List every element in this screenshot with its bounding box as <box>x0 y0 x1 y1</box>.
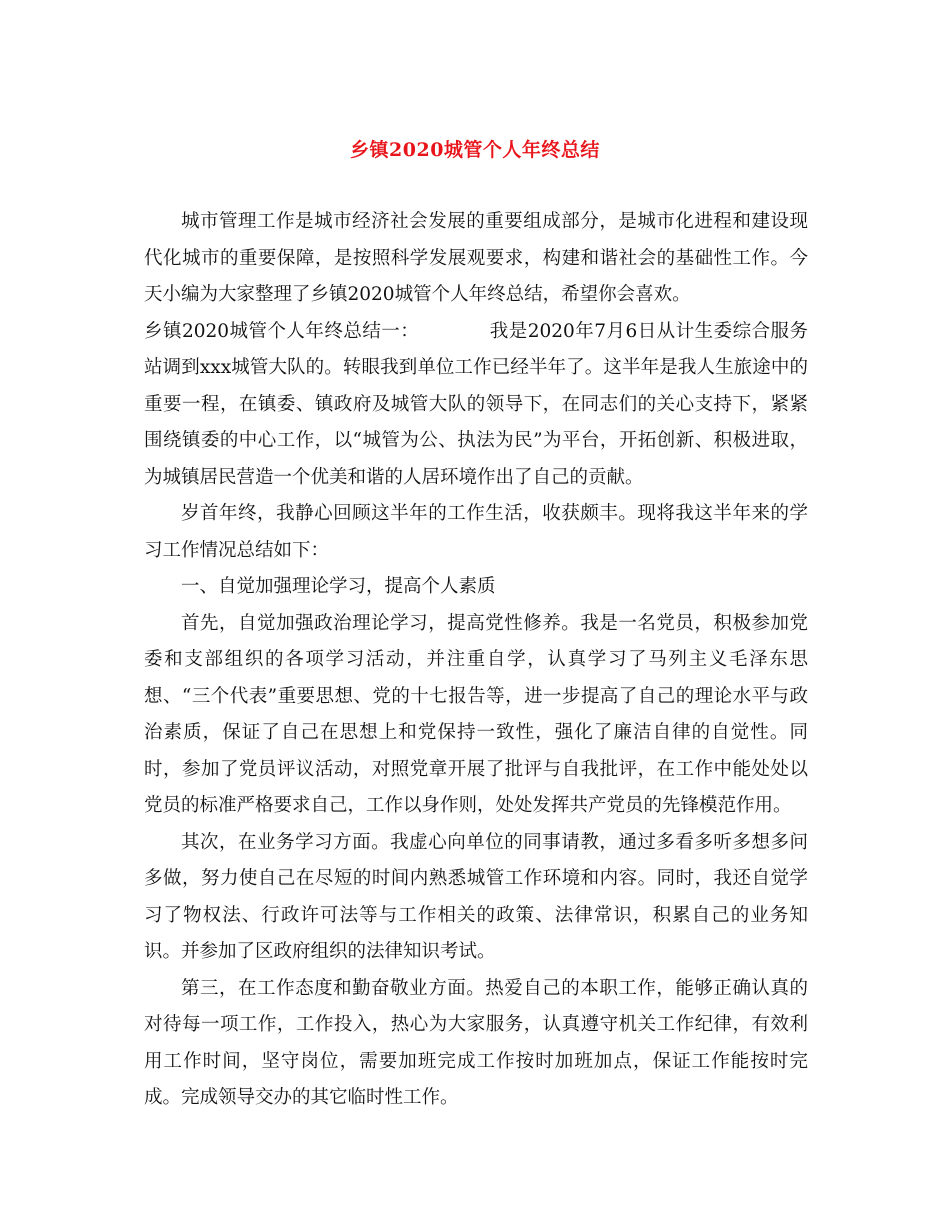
section-heading: 乡镇2020城管个人年终总结一： <box>144 320 420 342</box>
section-one-paragraph <box>144 314 808 497</box>
paragraph-political-study: 首先，自觉加强政治理论学习，提高党性修养。我是一名党员，积极参加党委和支部组织的各项学习活动，并注重自学，认真学习了马列主义毛泽东思想、“三个代表”重要思想、党的十七报告等，进一步提高了自己的理论水平与政治素质，保证了自己在思想上和党保持一致性，强化了廉洁自律的自觉性。同时，参加了党员评议活动，对照党章开展了批评与自我批评，在工作中能处处以党员的标准严格要求自己，工作以身作则，处处发挥共产党员的先锋模范作用。 <box>144 612 808 816</box>
document-body <box>144 204 808 1117</box>
paragraph-business-study: 其次，在业务学习方面。我虚心向单位的同事请教，通过多看多听多想多问多做，努力使自己在尽短的时间内熟悉城管工作环境和内容。同时，我还自觉学习了物权法、行政许可法等与工作相关的政策、法律常识，积累自己的业务知识。并参加了区政府组织的法律知识考试。 <box>144 831 808 962</box>
subheading-theory-study: 一、自觉加强理论学习，提高个人素质 <box>181 576 496 597</box>
intro-paragraph: 城市管理工作是城市经济社会发展的重要组成部分，是城市化进程和建设现代化城市的重要保障，是按照科学发展观要求，构建和谐社会的基础性工作。今天小编为大家整理了乡镇2020城管个人年终总结，希望你会喜欢。 <box>144 211 808 305</box>
document-title: 乡镇2020城管个人年终总结 <box>350 139 600 161</box>
paragraph-work-attitude: 第三，在工作态度和勤奋敬业方面。热爱自己的本职工作，能够正确认真的对待每一项工作，工作投入，热心为大家服务，认真遵守机关工作纪律，有效利用工作时间，坚守岗位，需要加班完成工作按时加班加点，保证工作能按时完成。完成领导交办的其它临时性工作。 <box>144 977 808 1108</box>
section-text: 我是2020年7月6日从计生委综合服务站调到xxx城管大队的。转眼我到单位工作已经半年了。这半年是我人生旅途中的重要一程，在镇委、镇政府及城管大队的领导下，在同志们的关心支持下，紧紧围绕镇委的中心工作，以“城管为公、执法为民”为平台，开拓创新、积极进取，为城镇居民营造一个优美和谐的人居环境作出了自己的贡献。 <box>144 320 808 488</box>
review-paragraph: 岁首年终，我静心回顾这半年的工作生活，收获颇丰。现将我这半年来的学习工作情况总结如下： <box>144 503 808 561</box>
